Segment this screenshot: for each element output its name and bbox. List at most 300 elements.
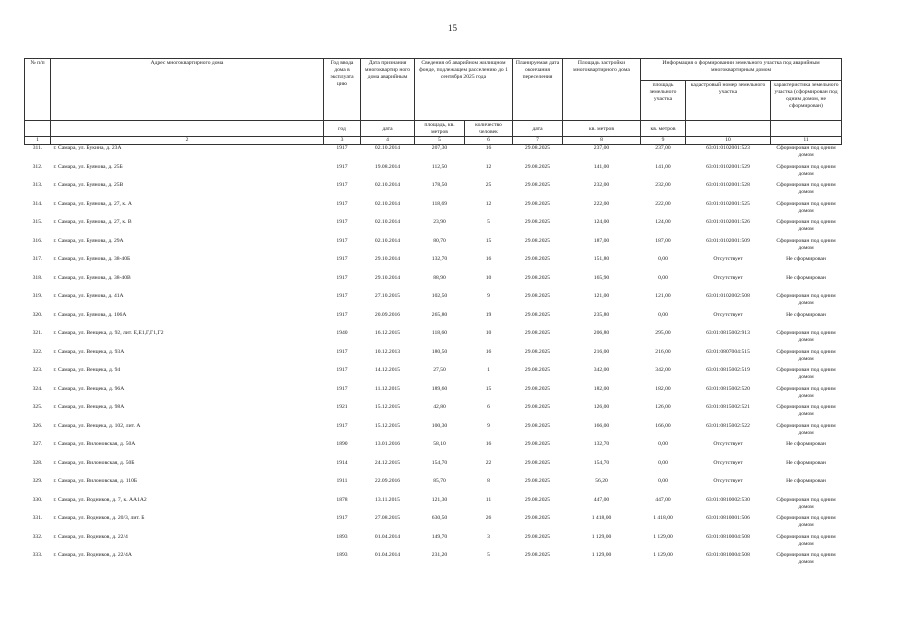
land-status-cell: Сформирован под одним домом xyxy=(776,182,836,195)
land-status-cell: Сформирован под одним домом xyxy=(776,422,836,436)
unit-planned-date: дата xyxy=(513,121,563,137)
land-area-cell: 121,00 xyxy=(655,293,671,299)
cadastral-cell: 63:01:0102001:526 xyxy=(706,219,750,225)
cadastral-cell: 63:01:0102001:509 xyxy=(706,237,750,244)
year-cell: 1917 xyxy=(336,422,348,429)
table-row xyxy=(25,460,842,479)
land-status-cell: Сформирован под одним домом xyxy=(776,200,836,214)
planned-date-cell: 29.08.2025 xyxy=(524,552,551,558)
header-land-area: площадь земельного участка xyxy=(641,81,686,121)
building-area-cell: 56,20 xyxy=(595,478,608,484)
building-area-cell: 154,70 xyxy=(593,459,610,466)
address-cell: г. Самара, ул. Венцека, д. 93А xyxy=(53,348,125,355)
recognition-date-cell: 24.12.2015 xyxy=(374,459,401,466)
year-cell: 1921 xyxy=(336,404,348,410)
table-row xyxy=(25,145,842,164)
unit-people: количество человек xyxy=(465,121,513,137)
land-area-cell: 1 129,00 xyxy=(653,552,673,558)
people-cell: 16 xyxy=(485,441,492,447)
year-cell: 1911 xyxy=(336,478,348,484)
planned-date-cell: 29.08.2025 xyxy=(524,145,551,151)
land-status-cell: Не сформирован xyxy=(786,256,826,262)
table-row xyxy=(25,441,842,460)
cadastral-cell: Отсутствует xyxy=(713,478,743,484)
land-status-cell: Не сформирован xyxy=(786,478,826,484)
area-cell: 149,70 xyxy=(431,533,448,540)
building-area-cell: 216,00 xyxy=(593,348,610,355)
cadastral-cell: 63:01:0102001:528 xyxy=(706,182,750,188)
column-number: 8 xyxy=(563,137,641,145)
people-cell: 6 xyxy=(487,404,490,410)
cadastral-cell: 63:01:0815002:913 xyxy=(706,330,750,336)
planned-date-cell: 29.08.2025 xyxy=(524,182,551,188)
row-number: 319. xyxy=(32,293,43,299)
address-cell: г. Самара, ул. Буянова, д. 38-40В xyxy=(53,274,131,281)
planned-date-cell: 29.08.2025 xyxy=(524,367,551,373)
recognition-date-cell: 14.12.2015 xyxy=(374,367,401,373)
cadastral-cell: 63:01:0102001:529 xyxy=(706,163,750,170)
area-cell: 207,30 xyxy=(431,145,448,151)
recognition-date-cell: 02.10.2014 xyxy=(374,219,401,225)
recognition-date-cell: 27.10.2015 xyxy=(374,293,401,299)
people-cell: 16 xyxy=(485,348,492,355)
cadastral-cell: Отсутствует xyxy=(713,256,743,262)
people-cell: 9 xyxy=(487,422,490,429)
address-cell: г. Самара, ул. Водников, д. 22/4 xyxy=(53,533,128,540)
building-area-cell: 141,00 xyxy=(593,163,610,170)
building-area-cell: 232,00 xyxy=(593,182,610,188)
area-cell: 189,60 xyxy=(431,385,448,392)
table-header xyxy=(25,59,842,145)
table-row xyxy=(25,238,842,257)
row-number: 325. xyxy=(32,404,43,410)
recognition-date-cell: 27.08.2015 xyxy=(374,515,401,521)
area-cell: 85,70 xyxy=(433,478,446,484)
area-cell: 132,70 xyxy=(431,256,448,262)
recognition-date-cell: 02.10.2014 xyxy=(374,200,401,207)
cadastral-cell: 63:01:0815002:522 xyxy=(706,422,750,429)
row-number: 332. xyxy=(32,533,43,540)
table-row xyxy=(25,201,842,220)
area-cell: 231,20 xyxy=(431,552,448,558)
table-row xyxy=(25,534,842,553)
table-row xyxy=(25,330,842,349)
address-cell: г. Самара, ул. Буянова, д. 29А xyxy=(53,237,124,244)
planned-date-cell: 29.08.2025 xyxy=(524,515,551,521)
area-cell: 154,70 xyxy=(431,459,448,466)
area-cell: 112,50 xyxy=(431,163,448,170)
cadastral-cell: 63:01:0102001:523 xyxy=(706,145,750,151)
column-number: 10 xyxy=(686,137,771,145)
cadastral-cell: Отсутствует xyxy=(713,274,743,281)
planned-date-cell: 29.08.2025 xyxy=(524,459,551,466)
land-status-cell: Сформирован под одним домом xyxy=(776,163,836,177)
people-cell: 11 xyxy=(485,496,492,503)
cadastral-cell: 63:01:0815002:519 xyxy=(706,367,750,373)
planned-date-cell: 29.08.2025 xyxy=(524,441,551,447)
people-cell: 16 xyxy=(485,256,492,262)
header-year: Год ввода дома в эксплуата цию xyxy=(324,59,361,121)
building-area-cell: 235,80 xyxy=(593,311,610,318)
land-area-cell: 182,00 xyxy=(655,385,671,392)
address-cell: г. Самара, ул. Венцека, д. 96А xyxy=(53,385,125,392)
address-cell: г. Самара, ул. Вилоновская, д. 110Б xyxy=(53,478,138,484)
cadastral-cell: 63:01:0810001:506 xyxy=(706,515,750,521)
year-cell: 1914 xyxy=(336,459,348,466)
year-cell: 1917 xyxy=(336,311,348,318)
recognition-date-cell: 02.10.2014 xyxy=(374,237,401,244)
column-number: 6 xyxy=(465,137,513,145)
table-row xyxy=(25,349,842,368)
unit-empty-10 xyxy=(686,121,771,137)
people-cell: 15 xyxy=(485,237,492,244)
building-area-cell: 132,70 xyxy=(593,441,610,447)
recognition-date-cell: 20.09.2016 xyxy=(374,311,401,318)
year-cell: 1917 xyxy=(336,182,348,188)
area-cell: 265,80 xyxy=(431,311,448,318)
people-cell: 5 xyxy=(487,552,490,558)
address-cell: г. Самара, ул. Буянова, д. 27, к. А xyxy=(53,200,132,207)
recognition-date-cell: 02.10.2014 xyxy=(374,182,401,188)
land-area-cell: 0,00 xyxy=(658,311,668,318)
planned-date-cell: 29.08.2025 xyxy=(524,348,551,355)
table-row xyxy=(25,312,842,331)
area-cell: 180,50 xyxy=(431,348,448,355)
column-number: 1 xyxy=(25,137,51,145)
people-cell: 10 xyxy=(485,330,492,336)
table-row xyxy=(25,404,842,423)
building-area-cell: 165,90 xyxy=(593,274,610,281)
address-cell: г. Самара, ул. Венцека, д. 98А xyxy=(53,404,125,410)
building-area-cell: 121,00 xyxy=(593,293,610,299)
cadastral-cell: 63:01:0810002:530 xyxy=(706,496,750,503)
table-row xyxy=(25,386,842,405)
column-number: 7 xyxy=(513,137,563,145)
people-cell: 19 xyxy=(485,311,492,318)
year-cell: 1917 xyxy=(336,385,348,392)
row-number: 320. xyxy=(32,311,43,318)
unit-empty-11 xyxy=(771,121,842,137)
year-cell: 1940 xyxy=(336,330,348,336)
people-cell: 1 xyxy=(487,367,490,373)
row-number: 315. xyxy=(32,219,43,225)
planned-date-cell: 29.08.2025 xyxy=(524,422,551,429)
table-row xyxy=(25,552,842,571)
planned-date-cell: 29.08.2025 xyxy=(524,274,551,281)
table-row xyxy=(25,515,842,534)
recognition-date-cell: 15.12.2015 xyxy=(374,404,401,410)
planned-date-cell: 29.08.2025 xyxy=(524,200,551,207)
people-cell: 25 xyxy=(485,182,492,188)
area-cell: 121,30 xyxy=(431,496,448,503)
people-cell: 3 xyxy=(487,533,490,540)
row-number: 322. xyxy=(32,348,43,355)
column-number: 5 xyxy=(415,137,465,145)
area-cell: 88,90 xyxy=(433,274,446,281)
area-cell: 102,50 xyxy=(431,293,448,299)
land-area-cell: 126,00 xyxy=(655,404,671,410)
recognition-date-cell: 22.09.2016 xyxy=(374,478,401,484)
year-cell: 1890 xyxy=(336,441,348,447)
address-cell: г. Самара, ул. Буянова, д. 106А xyxy=(53,311,127,318)
table-row xyxy=(25,293,842,312)
land-area-cell: 216,00 xyxy=(655,348,671,355)
building-area-cell: 206,80 xyxy=(593,330,610,336)
land-status-cell: Не сформирован xyxy=(786,311,826,318)
address-cell: г. Самара, ул. Водников, д. 7, к. АА1А2 xyxy=(53,496,147,503)
row-number: 316. xyxy=(32,237,43,244)
row-number: 311. xyxy=(32,145,43,151)
header-land-info: Информация о формировании земельного участка под аварийным многоквартирным домом xyxy=(641,59,842,81)
table-row xyxy=(25,497,842,516)
header-date-recognized: Дата признания многоквартир ного дома аварийным xyxy=(361,59,415,121)
recognition-date-cell: 16.12.2015 xyxy=(374,330,401,336)
unit-date: дата xyxy=(361,121,415,137)
address-cell: г. Самара, ул. Буянова, д. 25Б xyxy=(53,163,123,170)
planned-date-cell: 29.08.2025 xyxy=(524,330,551,336)
row-number: 317. xyxy=(32,256,43,262)
table-row xyxy=(25,219,842,238)
land-area-cell: 124,00 xyxy=(655,219,671,225)
area-cell: 42,80 xyxy=(433,404,446,410)
land-status-cell: Сформирован под одним домом xyxy=(776,515,836,528)
land-area-cell: 0,00 xyxy=(658,441,668,447)
land-area-cell: 0,00 xyxy=(658,459,668,466)
cadastral-cell: 63:01:0807004:515 xyxy=(706,348,750,355)
land-area-cell: 0,00 xyxy=(658,478,668,484)
address-cell: г. Самара, ул. Венцека, д. 92, лит. Е,Е1,Г,Г1,Г2 xyxy=(53,330,164,336)
row-number: 329. xyxy=(32,478,43,484)
header-building-area: Площадь застройки многоквартирного дома xyxy=(563,59,641,121)
recognition-date-cell: 10.12.2013 xyxy=(374,348,401,355)
land-area-cell: 0,00 xyxy=(658,274,668,281)
people-cell: 10 xyxy=(485,274,492,281)
land-status-cell: Сформирован под одним домом xyxy=(776,293,836,306)
recognition-date-cell: 02.10.2014 xyxy=(374,145,401,151)
row-number: 323. xyxy=(32,367,43,373)
recognition-date-cell: 15.12.2015 xyxy=(374,422,401,429)
area-cell: 58,10 xyxy=(433,441,446,447)
cadastral-cell: 63:01:0102002:508 xyxy=(706,293,750,299)
building-area-cell: 447,00 xyxy=(593,496,610,503)
table-row xyxy=(25,367,842,386)
building-area-cell: 237,00 xyxy=(593,145,610,151)
year-cell: 1893 xyxy=(336,533,348,540)
header-planned-date: Планируемая дата окончания переселения xyxy=(513,59,563,121)
land-area-cell: 342,00 xyxy=(655,367,671,373)
recognition-date-cell: 13.11.2015 xyxy=(375,496,400,503)
table-row xyxy=(25,182,842,201)
address-cell: г. Самара, ул. Вилоновская, д. 50Б xyxy=(53,459,135,466)
planned-date-cell: 29.08.2025 xyxy=(524,404,551,410)
column-number: 2 xyxy=(51,137,324,145)
building-area-cell: 151,80 xyxy=(593,256,610,262)
people-cell: 22 xyxy=(485,459,492,466)
row-number: 331. xyxy=(32,515,43,521)
address-cell: г. Самара, ул. Буянова, д. 41А xyxy=(53,293,124,299)
land-status-cell: Сформирован под одним домом xyxy=(776,367,836,380)
address-cell: г. Самара, ул. Венцека, д. 94 xyxy=(53,367,121,373)
year-cell: 1917 xyxy=(336,200,348,207)
cadastral-cell: 63:01:0102001:525 xyxy=(706,200,750,207)
land-area-cell: 1 129,00 xyxy=(653,533,673,540)
year-cell: 1917 xyxy=(336,293,348,299)
area-cell: 118,69 xyxy=(431,200,448,207)
unit-empty-1 xyxy=(25,121,51,137)
cadastral-cell: 63:01:0810004:508 xyxy=(706,533,750,540)
table-row xyxy=(25,275,842,294)
land-status-cell: Сформирован под одним домом xyxy=(776,330,836,343)
area-cell: 178,50 xyxy=(431,182,448,188)
year-cell: 1917 xyxy=(336,367,348,373)
row-number: 314. xyxy=(32,200,43,207)
address-cell: г. Самара, ул. Буянова, д. 38-40Б xyxy=(53,256,131,262)
land-area-cell: 222,00 xyxy=(655,200,671,207)
land-area-cell: 447,00 xyxy=(655,496,671,503)
planned-date-cell: 29.08.2025 xyxy=(524,293,551,299)
planned-date-cell: 29.08.2025 xyxy=(524,385,551,392)
row-number: 318. xyxy=(32,274,43,281)
people-cell: 26 xyxy=(485,515,492,521)
planned-date-cell: 29.08.2025 xyxy=(524,533,551,540)
table-row xyxy=(25,478,842,497)
planned-date-cell: 29.08.2025 xyxy=(524,496,551,503)
recognition-date-cell: 19.08.2014 xyxy=(374,163,401,170)
row-number: 328. xyxy=(32,459,43,466)
header-address: Адрес многоквартирного дома xyxy=(51,59,324,121)
column-number: 3 xyxy=(324,137,361,145)
land-area-cell: 232,00 xyxy=(655,182,671,188)
row-number: 324. xyxy=(32,385,43,392)
page-number: 15 xyxy=(448,23,457,33)
building-area-cell: 126,00 xyxy=(593,404,610,410)
address-cell: г. Самара, ул. Буянова, д. 27, к. В xyxy=(53,219,132,225)
people-cell: 15 xyxy=(485,385,492,392)
building-area-cell: 166,00 xyxy=(593,422,610,429)
land-area-cell: 237,00 xyxy=(655,145,671,151)
table-body xyxy=(25,145,842,571)
address-cell: г. Самара, ул. Буянова, д. 25В xyxy=(53,182,124,188)
land-status-cell: Сформирован под одним домом xyxy=(776,385,836,399)
header-no: № п/п xyxy=(25,59,51,121)
row-number: 312. xyxy=(32,163,43,170)
row-number: 327. xyxy=(32,441,43,447)
recognition-date-cell: 29.10.2014 xyxy=(374,274,401,281)
column-number: 9 xyxy=(641,137,686,145)
building-area-cell: 187,00 xyxy=(593,237,610,244)
year-cell: 1917 xyxy=(336,348,348,355)
year-cell: 1917 xyxy=(336,219,348,225)
year-cell: 1917 xyxy=(336,256,348,262)
recognition-date-cell: 29.10.2014 xyxy=(374,256,401,262)
land-area-cell: 295,00 xyxy=(655,330,671,336)
year-cell: 1893 xyxy=(336,552,348,558)
building-area-cell: 1 129,00 xyxy=(591,552,612,558)
recognition-date-cell: 11.12.2015 xyxy=(375,385,400,392)
land-status-cell: Сформирован под одним домом xyxy=(776,348,836,362)
recognition-date-cell: 13.01.2016 xyxy=(374,441,401,447)
year-cell: 1917 xyxy=(336,237,348,244)
address-cell: г. Самара, ул. Водников, д. 20/3, лит. Б xyxy=(53,515,145,521)
land-status-cell: Не сформирован xyxy=(786,441,826,447)
building-area-cell: 124,00 xyxy=(593,219,610,225)
building-area-cell: 222,00 xyxy=(593,200,610,207)
land-status-cell: Сформирован под одним домом xyxy=(776,219,836,232)
land-area-cell: 187,00 xyxy=(655,237,671,244)
planned-date-cell: 29.08.2025 xyxy=(524,237,551,244)
land-status-cell: Сформирован под одним домом xyxy=(776,237,836,251)
people-cell: 12 xyxy=(485,163,492,170)
people-cell: 9 xyxy=(487,293,490,299)
people-cell: 8 xyxy=(487,478,490,484)
land-status-cell: Сформирован под одним домом xyxy=(776,533,836,547)
table-row xyxy=(25,164,842,183)
address-cell: г. Самара, ул. Венцека, д. 102, лит. А xyxy=(53,422,141,429)
land-area-cell: 166,00 xyxy=(655,422,671,429)
people-cell: 16 xyxy=(485,145,492,151)
area-cell: 630,50 xyxy=(431,515,448,521)
row-number: 313. xyxy=(32,182,43,188)
header-housing-info: Сведения об аварийном жилищном фонде, подлежащем расселению до 1 сентября 2025 года xyxy=(415,59,513,121)
land-status-cell: Сформирован под одним домом xyxy=(776,145,836,158)
recognition-date-cell: 01.04.2014 xyxy=(374,552,401,558)
building-area-cell: 182,00 xyxy=(593,385,610,392)
year-cell: 1917 xyxy=(336,515,348,521)
area-cell: 100,30 xyxy=(431,422,448,429)
area-cell: 80,70 xyxy=(433,237,446,244)
unit-year: год xyxy=(324,121,361,137)
recognition-date-cell: 01.04.2014 xyxy=(374,533,401,540)
emergency-housing-table xyxy=(24,58,842,571)
address-cell: г. Самара, ул. Вилоновская, д. 50А xyxy=(53,441,136,447)
unit-empty-2 xyxy=(51,121,324,137)
planned-date-cell: 29.08.2025 xyxy=(524,478,551,484)
area-cell: 27,50 xyxy=(433,367,446,373)
land-area-cell: 0,00 xyxy=(658,256,668,262)
row-number: 330. xyxy=(32,496,43,503)
building-area-cell: 342,00 xyxy=(593,367,610,373)
year-cell: 1917 xyxy=(336,274,348,281)
cadastral-cell: 63:01:0815002:520 xyxy=(706,385,750,392)
year-cell: 1917 xyxy=(336,145,348,151)
cadastral-cell: Отсутствует xyxy=(713,459,743,466)
cadastral-cell: Отсутствует xyxy=(713,441,743,447)
area-cell: 23,90 xyxy=(433,219,446,225)
column-number: 4 xyxy=(361,137,415,145)
building-area-cell: 1 129,00 xyxy=(591,533,612,540)
land-area-cell: 1 418,00 xyxy=(653,515,673,521)
area-cell: 118,60 xyxy=(431,330,448,336)
cadastral-cell: Отсутствует xyxy=(713,311,743,318)
planned-date-cell: 29.08.2025 xyxy=(524,219,551,225)
planned-date-cell: 29.08.2025 xyxy=(524,163,551,170)
building-area-cell: 1 418,00 xyxy=(591,515,612,521)
people-cell: 12 xyxy=(485,200,492,207)
unit-land-area: кв. метров xyxy=(641,121,686,137)
land-status-cell: Не сформирован xyxy=(786,459,826,466)
address-cell: г. Самара, ул. Водников, д. 22/4А xyxy=(53,552,132,558)
column-number: 11 xyxy=(771,137,842,145)
land-status-cell: Сформирован под одним домом xyxy=(776,552,836,565)
land-status-cell: Не сформирован xyxy=(786,274,826,281)
year-cell: 1878 xyxy=(336,496,348,503)
land-status-cell: Сформирован под одним домом xyxy=(776,496,836,510)
column-number-row xyxy=(25,137,842,145)
row-number: 333. xyxy=(32,552,43,558)
year-cell: 1917 xyxy=(336,163,348,170)
header-land-char: характеристика земельного участка (сформирован под одним домом, не сформирован) xyxy=(771,81,842,121)
land-status-cell: Сформирован под одним домом xyxy=(776,404,836,417)
